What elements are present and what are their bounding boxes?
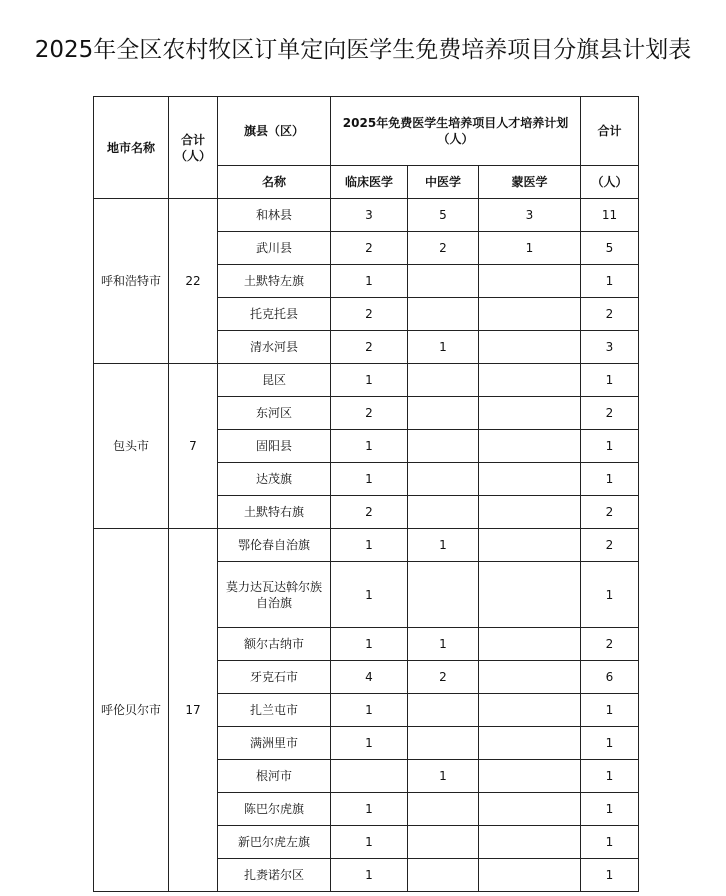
row-total-cell: 5: [581, 232, 639, 265]
county-name-cell: 清水河县: [218, 331, 331, 364]
mongolian-cell: [479, 397, 581, 430]
mongolian-cell: [479, 760, 581, 793]
tcm-cell: 2: [408, 661, 479, 694]
county-name-cell: 和林县: [218, 199, 331, 232]
county-name-cell: 东河区: [218, 397, 331, 430]
city-total-cell: 7: [169, 364, 218, 529]
mongolian-cell: [479, 496, 581, 529]
city-total-cell: 22: [169, 199, 218, 364]
mongolian-cell: [479, 463, 581, 496]
mongolian-cell: [479, 331, 581, 364]
tcm-cell: [408, 265, 479, 298]
tcm-cell: 1: [408, 628, 479, 661]
row-total-cell: 1: [581, 562, 639, 628]
row-total-cell: 2: [581, 397, 639, 430]
tcm-cell: 1: [408, 529, 479, 562]
row-total-cell: 2: [581, 496, 639, 529]
mongolian-cell: [479, 529, 581, 562]
mongolian-cell: [479, 859, 581, 892]
header-county: 旗县（区）: [218, 97, 331, 166]
county-name-cell: 莫力达瓦达斡尔族自治旗: [218, 562, 331, 628]
mongolian-cell: [479, 727, 581, 760]
county-name-cell: 土默特左旗: [218, 265, 331, 298]
row-total-cell: 6: [581, 661, 639, 694]
tcm-cell: 2: [408, 232, 479, 265]
county-name-cell: 根河市: [218, 760, 331, 793]
clinical-cell: 1: [331, 430, 408, 463]
tcm-cell: [408, 859, 479, 892]
county-name-cell: 土默特右旗: [218, 496, 331, 529]
tcm-cell: 1: [408, 760, 479, 793]
table-row: [94, 199, 639, 232]
row-total-cell: 1: [581, 826, 639, 859]
mongolian-cell: [479, 793, 581, 826]
tcm-cell: [408, 496, 479, 529]
county-name-cell: 扎兰屯市: [218, 694, 331, 727]
plan-table-body: [94, 199, 639, 892]
header-tcm: 中医学: [408, 166, 479, 199]
header-clinical: 临床医学: [331, 166, 408, 199]
row-total-cell: 3: [581, 331, 639, 364]
county-name-cell: 昆区: [218, 364, 331, 397]
row-total-cell: 1: [581, 793, 639, 826]
clinical-cell: 1: [331, 826, 408, 859]
city-name-cell: 呼伦贝尔市: [94, 529, 169, 892]
clinical-cell: [331, 760, 408, 793]
clinical-cell: 2: [331, 496, 408, 529]
clinical-cell: 1: [331, 859, 408, 892]
tcm-cell: [408, 430, 479, 463]
tcm-cell: [408, 694, 479, 727]
mongolian-cell: [479, 826, 581, 859]
tcm-cell: [408, 298, 479, 331]
tcm-cell: [408, 562, 479, 628]
row-total-cell: 2: [581, 529, 639, 562]
clinical-cell: 2: [331, 331, 408, 364]
clinical-cell: 3: [331, 199, 408, 232]
county-name-cell: 新巴尔虎左旗: [218, 826, 331, 859]
page-title: 2025年全区农村牧区订单定向医学生免费培养项目分旗县计划表: [34, 37, 692, 64]
row-total-cell: 1: [581, 463, 639, 496]
tcm-cell: [408, 364, 479, 397]
clinical-cell: 2: [331, 232, 408, 265]
clinical-cell: 1: [331, 562, 408, 628]
county-name-cell: 托克托县: [218, 298, 331, 331]
table-row: [94, 529, 639, 562]
county-name-cell: 鄂伦春自治旗: [218, 529, 331, 562]
mongolian-cell: 3: [479, 199, 581, 232]
row-total-cell: 1: [581, 364, 639, 397]
row-total-cell: 2: [581, 298, 639, 331]
header-county-name: 名称: [218, 166, 331, 199]
plan-table: [93, 96, 639, 892]
clinical-cell: 1: [331, 727, 408, 760]
county-name-cell: 武川县: [218, 232, 331, 265]
county-name-cell: 达茂旗: [218, 463, 331, 496]
row-total-cell: 1: [581, 265, 639, 298]
row-total-cell: 2: [581, 628, 639, 661]
county-name-cell: 固阳县: [218, 430, 331, 463]
row-total-cell: 1: [581, 859, 639, 892]
mongolian-cell: 1: [479, 232, 581, 265]
clinical-cell: 1: [331, 628, 408, 661]
clinical-cell: 1: [331, 793, 408, 826]
clinical-cell: 4: [331, 661, 408, 694]
county-name-cell: 陈巴尔虎旗: [218, 793, 331, 826]
mongolian-cell: [479, 628, 581, 661]
header-city-name: 地市名称: [94, 97, 169, 199]
clinical-cell: 1: [331, 463, 408, 496]
county-name-cell: 满洲里市: [218, 727, 331, 760]
mongolian-cell: [479, 694, 581, 727]
mongolian-cell: [479, 562, 581, 628]
header-mongolian: 蒙医学: [479, 166, 581, 199]
tcm-cell: [408, 793, 479, 826]
table-row: [94, 364, 639, 397]
city-total-cell: 17: [169, 529, 218, 892]
clinical-cell: 1: [331, 529, 408, 562]
mongolian-cell: [479, 661, 581, 694]
row-total-cell: 1: [581, 694, 639, 727]
mongolian-cell: [479, 265, 581, 298]
clinical-cell: 1: [331, 364, 408, 397]
row-total-cell: 1: [581, 760, 639, 793]
tcm-cell: [408, 397, 479, 430]
city-name-cell: 呼和浩特市: [94, 199, 169, 364]
tcm-cell: [408, 727, 479, 760]
county-name-cell: 牙克石市: [218, 661, 331, 694]
row-total-cell: 1: [581, 430, 639, 463]
tcm-cell: [408, 826, 479, 859]
clinical-cell: 2: [331, 397, 408, 430]
header-plan: 2025年免费医学生培养项目人才培养计划 （人）: [331, 97, 581, 166]
tcm-cell: [408, 463, 479, 496]
clinical-cell: 2: [331, 298, 408, 331]
row-total-cell: 11: [581, 199, 639, 232]
county-name-cell: 额尔古纳市: [218, 628, 331, 661]
mongolian-cell: [479, 298, 581, 331]
header-total-line2: （人）: [581, 166, 639, 199]
header-total-line1: 合计: [581, 97, 639, 166]
clinical-cell: 1: [331, 265, 408, 298]
mongolian-cell: [479, 430, 581, 463]
tcm-cell: 5: [408, 199, 479, 232]
county-name-cell: 扎赉诺尔区: [218, 859, 331, 892]
city-name-cell: 包头市: [94, 364, 169, 529]
header-city-total: 合计 （人）: [169, 97, 218, 199]
clinical-cell: 1: [331, 694, 408, 727]
tcm-cell: 1: [408, 331, 479, 364]
row-total-cell: 1: [581, 727, 639, 760]
mongolian-cell: [479, 364, 581, 397]
